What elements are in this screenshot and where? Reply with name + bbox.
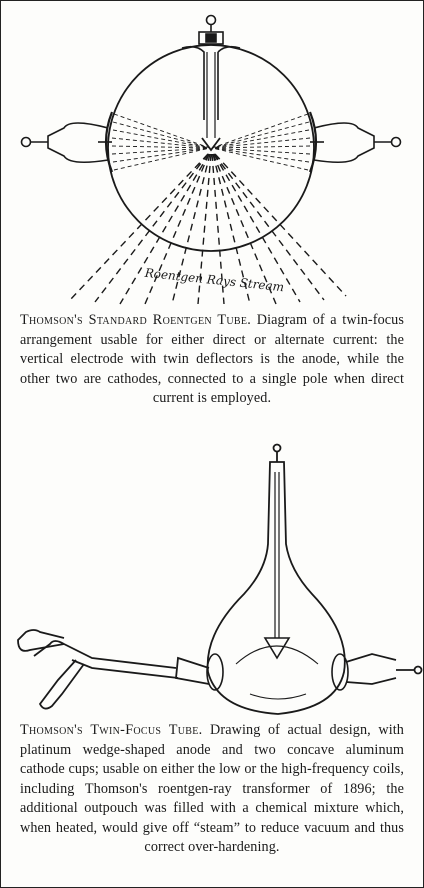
caption2-body: Drawing of actual design, with platinum wedge-shaped anode and two concave aluminum cathode cups; usable on either the low or the high-frequency coils, including Thomson's roentgen-ray transformer of 1896; the additional outpouch was filled with a chemical mixture which, when heated, would give off “steam” to reduce vacuum and thus correct over-hardening.	[20, 722, 404, 855]
handwritten-label: Roentgen Rays Stream	[144, 265, 285, 295]
glass-bulb	[108, 45, 314, 251]
caption1-title: Thomson's Standard Roentgen Tube.	[20, 312, 252, 328]
caption-standard-tube	[20, 311, 404, 409]
lower-branch	[40, 660, 84, 709]
left-cathode-cup	[207, 654, 223, 690]
top-terminal-ring	[274, 445, 281, 452]
left-cathode-arm	[176, 658, 209, 684]
top-terminal-ring	[207, 16, 216, 25]
tube-glass-envelope	[208, 462, 345, 714]
twin-focus-tube-drawing	[0, 432, 424, 720]
caption1-body: Diagram of a twin-focus arrangement usable for either direct or alternate current: the vertical electrode with twin deflectors is the anode, while the other two are cathodes, connected to a single pole when direct current is employed.	[20, 312, 404, 406]
cathode-ray-streams	[112, 114, 310, 170]
twin-focus-tube-svg	[0, 432, 424, 720]
caption2-title: Thomson's Twin-Focus Tube.	[20, 722, 203, 738]
standard-tube-svg	[0, 0, 424, 310]
platinum-wedge-anode	[265, 638, 289, 658]
caption-twin-focus-tube	[20, 721, 404, 858]
standard-roentgen-tube-diagram	[0, 0, 424, 310]
